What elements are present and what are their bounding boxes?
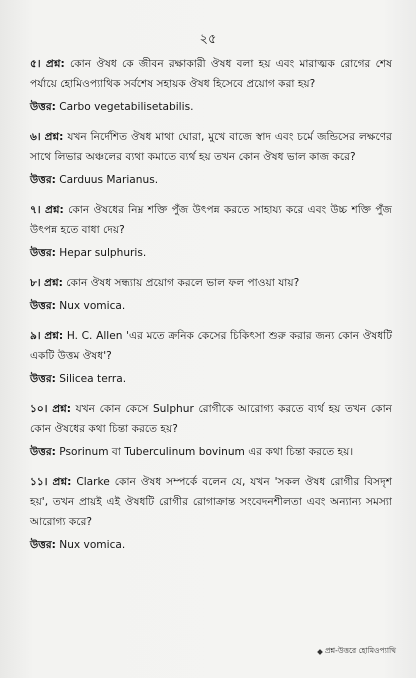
question-text: H. C. Allen 'এর মতে ক্রনিক কেসের চিকিৎসা শুরু করার জন্য কোন ঔষধটি একটি উত্তম ঔষধ'? [30, 330, 392, 362]
question-number: ৫। [30, 58, 41, 70]
question-number: ৯। [30, 330, 41, 342]
answer [30, 243, 392, 263]
qa-item [30, 273, 392, 316]
qa-item [30, 399, 392, 462]
answer [30, 170, 392, 190]
answer-label: উত্তর: [30, 101, 56, 113]
diamond-icon [317, 649, 323, 655]
question-number: ১০। [30, 403, 48, 415]
question [30, 54, 392, 94]
answer-text: Hepar sulphuris. [59, 247, 147, 259]
question-label: প্রশ্ন: [44, 330, 64, 342]
answer-text: Nux vomica. [59, 539, 126, 551]
question [30, 127, 392, 167]
question-text: যখন নির্দেশিত ঔষধ মাথা ঘোরা, মুখে বাজে স্বাদ এবং চর্মে জন্ডিসের লক্ষণের সাথে লিভার অঞ্চলের ব্যথা কমাতে ব্যর্থ হয় তখন কোন ঔষধ ভাল কাজ করে? [30, 131, 392, 163]
qa-item [30, 472, 392, 555]
answer-label: উত্তর: [30, 174, 56, 186]
answer-label: উত্তর: [30, 373, 56, 385]
question-number: ৭। [30, 204, 41, 216]
question-label: প্রশ্ন: [44, 277, 63, 289]
answer-text: Nux vomica. [59, 300, 126, 312]
answer-label: উত্তর: [30, 247, 56, 259]
answer-text: Psorinum বা Tuberculinum bovinum এর কথা চিন্তা করতে হয়। [59, 446, 354, 458]
question-number: ৬। [30, 131, 41, 143]
answer [30, 296, 392, 316]
page-number: ২৫ [199, 32, 217, 47]
question-label: প্রশ্ন: [52, 476, 72, 488]
answer-label: উত্তর: [30, 446, 56, 458]
answer-label: উত্তর: [30, 539, 56, 551]
answer [30, 442, 392, 462]
question-label: প্রশ্ন: [52, 403, 71, 415]
question [30, 472, 392, 532]
question-text: Clarke কোন ঔষধ সম্পর্কে বলেন যে, যখন 'সকল ঔষধ রোগীর বিসদৃশ হয়', তখন প্রায়ই এই ঔষধটি রোগীর রোগাক্রান্ত সংবেদনশীলতা এবং অন্যান্য সমস্যা আরোগ্য করে? [30, 476, 393, 528]
question-number: ১১। [30, 476, 48, 488]
question-label: প্রশ্ন: [44, 131, 64, 143]
question [30, 399, 392, 439]
book-footer [318, 646, 396, 658]
answer [30, 535, 392, 555]
answer-text: Silicea terra. [59, 373, 127, 385]
qa-item [30, 200, 392, 263]
question-number: ৮। [30, 277, 41, 289]
answer [30, 369, 392, 389]
qa-item [30, 127, 392, 190]
question-text: কোন ঔষধ সন্ধ্যায় প্রয়োগ করলে ভাল ফল পাওয়া যায়? [66, 277, 300, 289]
answer-text: Carduus Marianus. [59, 174, 159, 186]
question [30, 273, 392, 293]
question-label: প্রশ্ন: [45, 58, 65, 70]
answer [30, 97, 392, 117]
answer-text: Carbo vegetabilisetabilis. [59, 101, 194, 113]
answer-label: উত্তর: [30, 300, 56, 312]
question [30, 326, 392, 366]
footer-title: প্রশ্ন-উত্তরে হোমিওপ্যাথি [324, 646, 396, 655]
qa-item [30, 326, 392, 389]
question-text: কোন ঔষধ কে জীবন রক্ষাকারী ঔষধ বলা হয় এবং মারাত্মক রোগের শেষ পর্যায়ে হোমিওপ্যাথিক সর্বশেষ সহায়ক ঔষধ হিসেবে প্রয়োগ করা হয়? [30, 58, 393, 90]
question [30, 200, 392, 240]
qa-item [30, 54, 392, 117]
qa-list [30, 54, 392, 565]
question-label: প্রশ্ন: [44, 204, 64, 216]
question-text: যখন কোন কেসে Sulphur রোগীকে আরোগ্য করতে ব্যর্থ হয় তখন কোন কোন ঔষধের কথা চিন্তা করতে হয়? [30, 403, 392, 435]
question-text: কোন ঔষধের নিম্ন শক্তি পুঁজ উৎপন্ন করতে সাহায্য করে এবং উচ্চ শক্তি পুঁজ উৎপন্ন হতে বাধা দেয়? [30, 204, 392, 236]
